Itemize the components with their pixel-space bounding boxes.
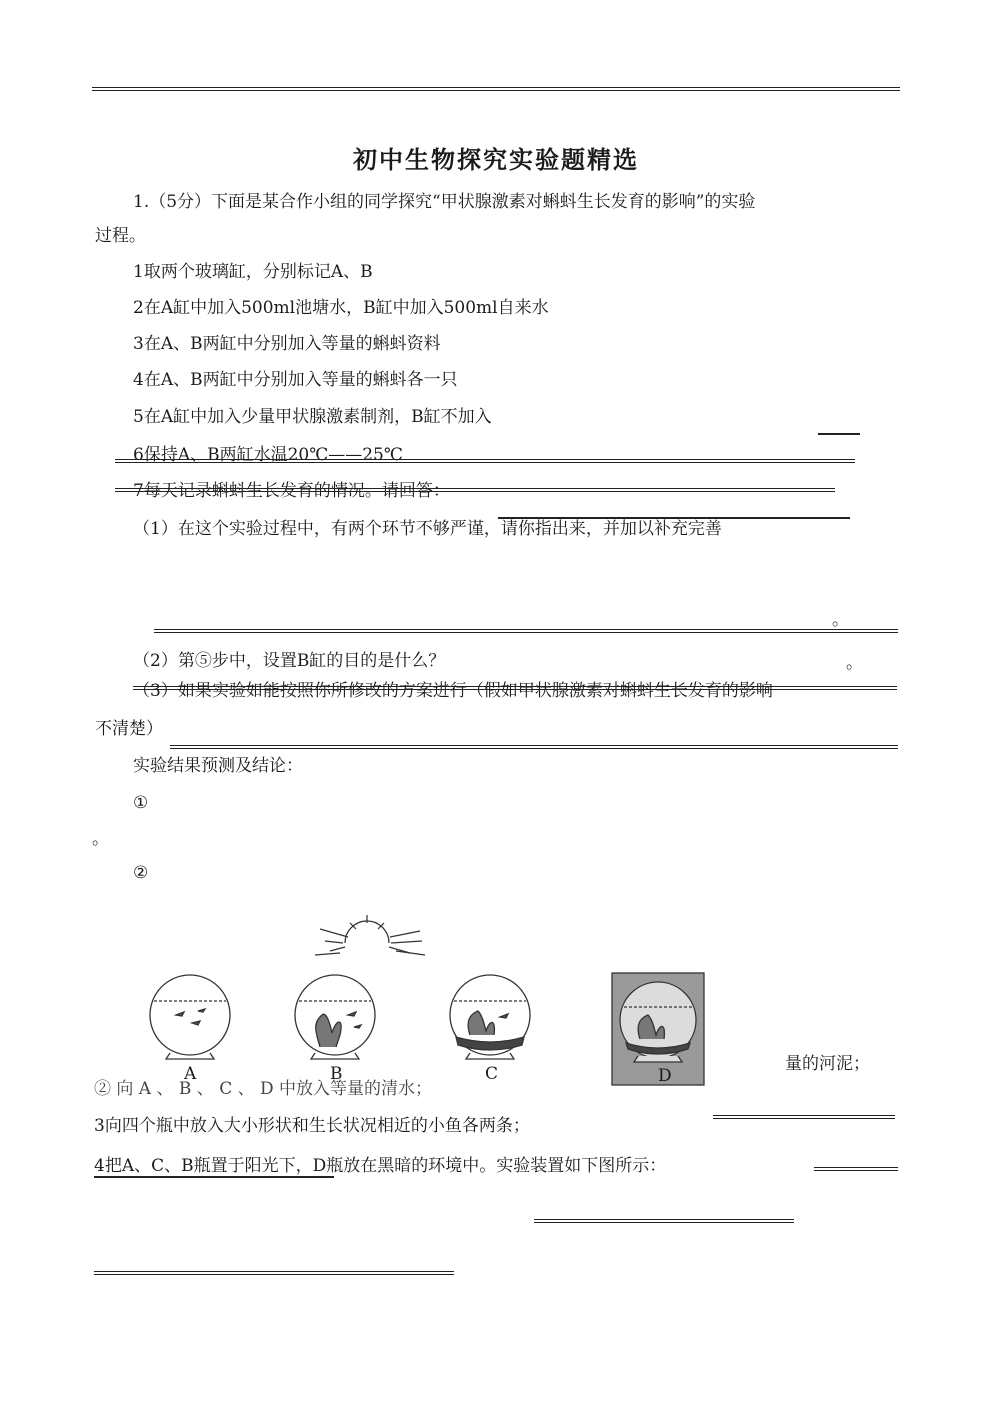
sun-icon: [315, 915, 425, 955]
figure-label-d: D: [658, 1066, 672, 1086]
q1-period2: 。: [846, 653, 863, 673]
q1-sub1: （1）在这个实验过程中，有两个环节不够严谨，请你指出来，并加以补充完善: [133, 519, 722, 539]
q1-step-6: 6保持A、B两缸水温20℃——25℃: [133, 445, 403, 465]
q1-intro-line2: 过程。: [95, 226, 146, 246]
figure-label-a: A: [184, 1064, 197, 1084]
q1-step-2: 2在A缸中加入500ml池塘水，B缸中加入500ml自来水: [133, 298, 549, 318]
prediction-2: ②: [133, 863, 149, 883]
q1-step-5: 5在A缸中加入少量甲状腺激素制剂，B缸不加入: [133, 407, 492, 427]
answer-rule: [115, 488, 835, 492]
answer-rule: [133, 686, 897, 690]
answer-rule: [154, 629, 898, 633]
q1-sub3-line1: （3）如果实验如能按照你所修改的方案进行（假如甲状腺激素对蝌蚪生长发育的影响: [133, 681, 773, 701]
jar-a: [150, 975, 230, 1059]
answer-rule: [94, 1271, 454, 1275]
q2-partial-line: ② 向 A 、 B 、 C 、 D 中放入等量的清水；: [94, 1079, 433, 1099]
q2-step4: 4把A、C、B瓶置于阳光下，D瓶放在黑暗的环境中。实验装置如下图所示：: [94, 1156, 667, 1176]
q1-sub3-line2: 不清楚）: [95, 719, 163, 739]
answer-rule: [818, 433, 860, 435]
answer-rule: [115, 459, 855, 463]
prediction-label: 实验结果预测及结论：: [133, 756, 303, 776]
q1-intro-line1: 1.（5分）下面是某合作小组的同学探究“甲状腺激素对蝌蚪生长发育的影响”的实验: [133, 192, 756, 212]
page-title: 初中生物探究实验题精选: [353, 145, 639, 174]
answer-rule: [713, 1115, 895, 1119]
jar-b: [295, 975, 375, 1059]
q1-period1: 。: [832, 610, 849, 630]
q2-step3: 3向四个瓶中放入大小形状和生长状况相近的小鱼各两条；: [94, 1116, 530, 1136]
experiment-figure: [140, 915, 720, 1090]
q1-step-7: 7每天记录蝌蚪生长发育的情况。请回答：: [133, 481, 450, 501]
jar-c: [450, 975, 530, 1059]
q1-sub2: （2）第⑤步中，设置B缸的目的是什么？: [133, 651, 446, 671]
figure-label-b: B: [330, 1064, 343, 1084]
prediction-period: 。: [92, 829, 109, 849]
q1-step-4: 4在A、B两缸中分别加入等量的蝌蚪各一只: [133, 370, 458, 390]
figure-label-c: C: [485, 1064, 499, 1084]
header-rule: [92, 87, 900, 91]
answer-rule: [94, 1176, 334, 1178]
prediction-1: ①: [133, 793, 149, 813]
q1-step-1: 1取两个玻璃缸，分别标记A、B: [133, 262, 373, 282]
answer-rule: [534, 1219, 794, 1223]
answer-rule: [170, 745, 898, 749]
answer-rule: [814, 1167, 898, 1171]
q2-line-right: 量的河泥；: [785, 1054, 870, 1074]
q1-step-3: 3在A、B两缸中分别加入等量的蝌蚪资料: [133, 334, 441, 354]
